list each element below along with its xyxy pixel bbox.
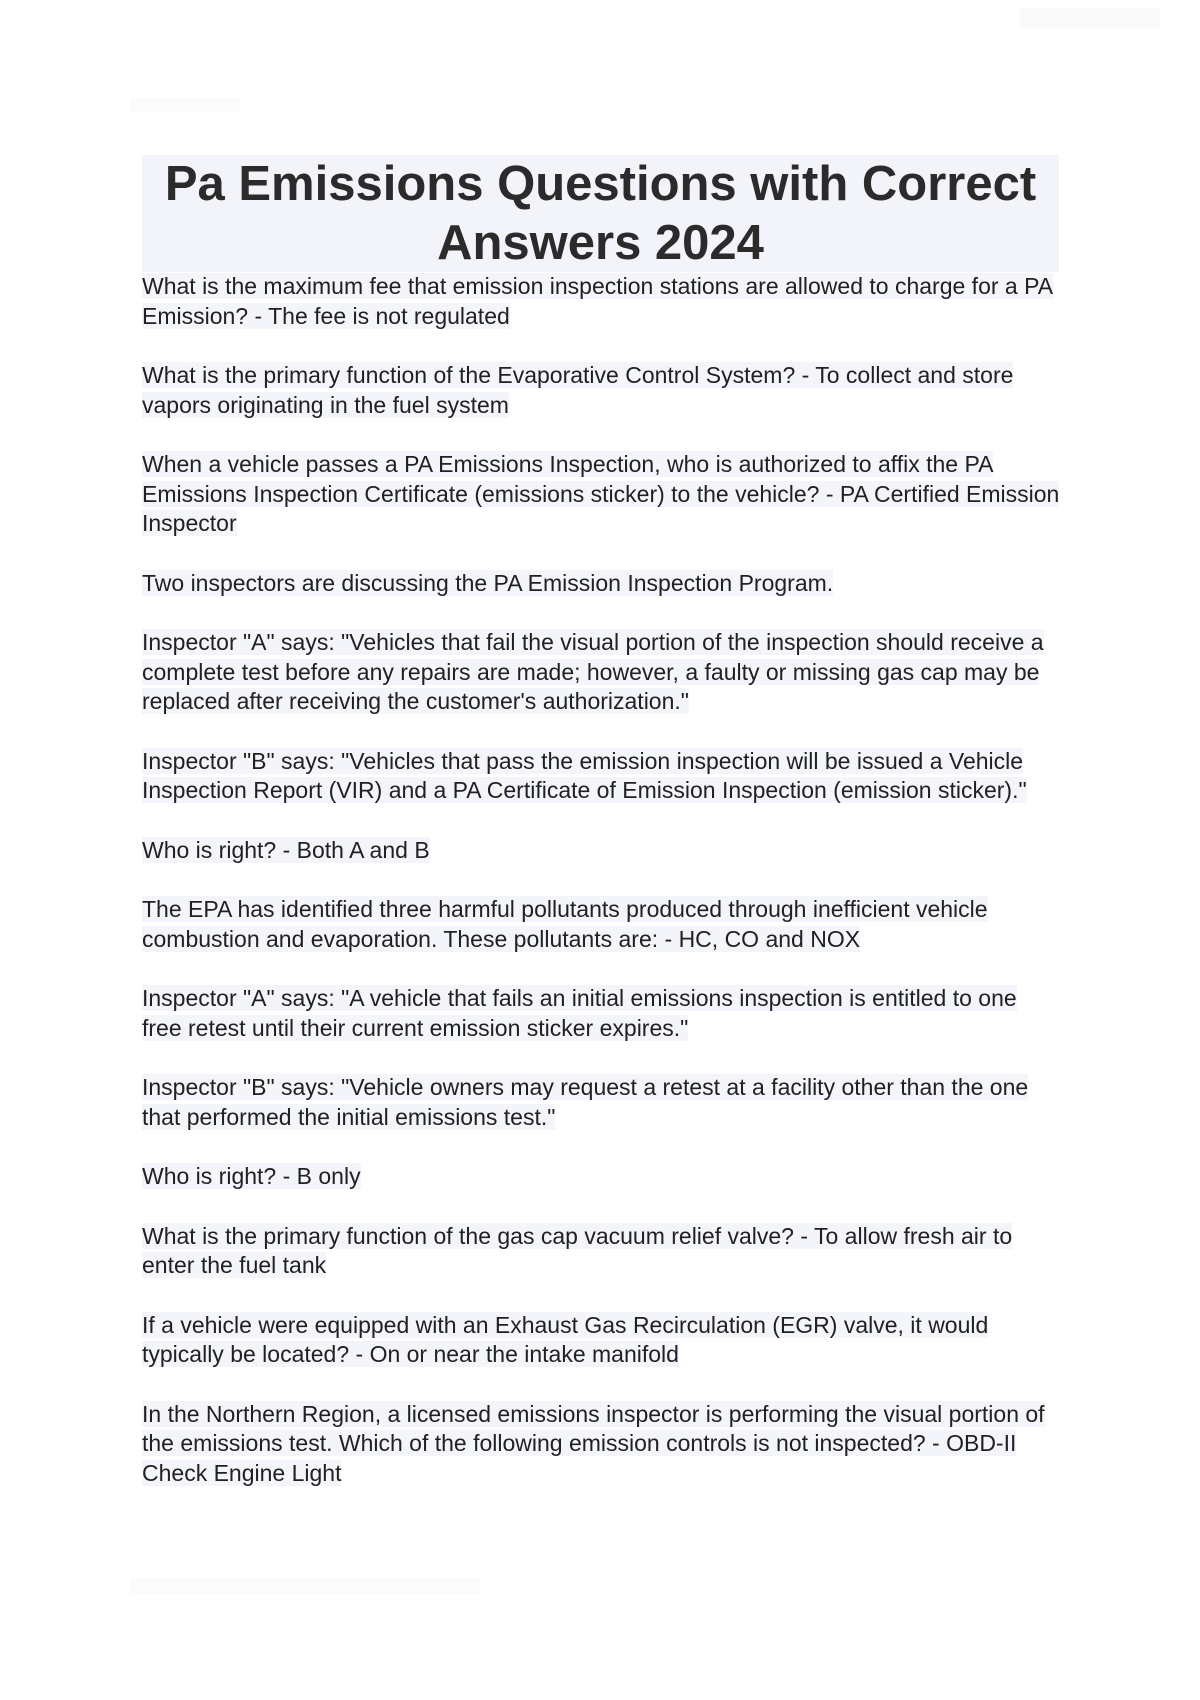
qa-paragraph xyxy=(142,1311,1062,1370)
qa-paragraph xyxy=(142,1073,1062,1132)
qa-paragraph xyxy=(142,984,1062,1043)
qa-paragraph xyxy=(142,747,1062,806)
paragraph-text: If a vehicle were equipped with an Exhaust Gas Recirculation (EGR) valve, it would typically be located? - On or near the intake manifold xyxy=(142,1311,989,1367)
paragraph-text: Inspector "B" says: "Vehicle owners may request a retest at a facility other than the one that performed the initial emissions test." xyxy=(142,1074,1029,1130)
qa-paragraph xyxy=(142,628,1062,717)
qa-paragraph xyxy=(142,569,1062,599)
paragraph-text: Inspector "B" says: "Vehicles that pass the emission inspection will be issued a Vehicle Inspection Report (VIR) and a PA Certificate of Emission Inspection (emission sticker)." xyxy=(142,747,1027,803)
qa-paragraph xyxy=(142,1400,1062,1489)
paragraph-text: Two inspectors are discussing the PA Emission Inspection Program. xyxy=(142,569,834,596)
qa-content xyxy=(142,272,1062,1518)
document-title: Pa Emissions Questions with Correct Answers 2024 xyxy=(164,157,1037,270)
qa-paragraph xyxy=(142,361,1062,420)
paragraph-text: What is the maximum fee that emission inspection stations are allowed to charge for a PA Emission? - The fee is not regulated xyxy=(142,273,1054,329)
paragraph-text: In the Northern Region, a licensed emissions inspector is performing the visual portion of the emissions test. Which of the following emission controls is not inspected? - OBD-II Check Engine Light xyxy=(142,1400,1045,1486)
paragraph-text: What is the primary function of the Evaporative Control System? - To collect and store vapors originating in the fuel system xyxy=(142,362,1014,418)
paragraph-text: The EPA has identified three harmful pollutants produced through inefficient vehicle combustion and evaporation. These pollutants are: - HC, CO and NOX xyxy=(142,896,988,952)
qa-paragraph xyxy=(142,1162,1062,1192)
faded-footer-text xyxy=(130,1578,480,1594)
qa-paragraph xyxy=(142,1222,1062,1281)
paragraph-text: Inspector "A" says: "Vehicles that fail the visual portion of the inspection should receive a complete test before any repairs are made; however, a faulty or missing gas cap may be replaced after receiving the customer's authorization." xyxy=(142,629,1044,714)
qa-paragraph xyxy=(142,272,1062,331)
paragraph-text: Who is right? - Both A and B xyxy=(142,836,430,863)
qa-paragraph xyxy=(142,836,1062,866)
paragraph-text: When a vehicle passes a PA Emissions Inspection, who is authorized to affix the PA Emissions Inspection Certificate (emissions sticker) to the vehicle? - PA Certified Emission Inspector xyxy=(142,451,1060,536)
faded-header-text xyxy=(130,98,240,112)
paragraph-text: Inspector "A" says: "A vehicle that fails an initial emissions inspection is entitled to one free retest until their current emission sticker expires." xyxy=(142,985,1017,1041)
qa-paragraph xyxy=(142,450,1062,539)
paragraph-text: What is the primary function of the gas cap vacuum relief valve? - To allow fresh air to enter the fuel tank xyxy=(142,1222,1013,1278)
faded-header-mark xyxy=(1020,8,1160,28)
title-block xyxy=(142,155,1059,272)
paragraph-text: Who is right? - B only xyxy=(142,1163,361,1189)
qa-paragraph xyxy=(142,895,1062,954)
